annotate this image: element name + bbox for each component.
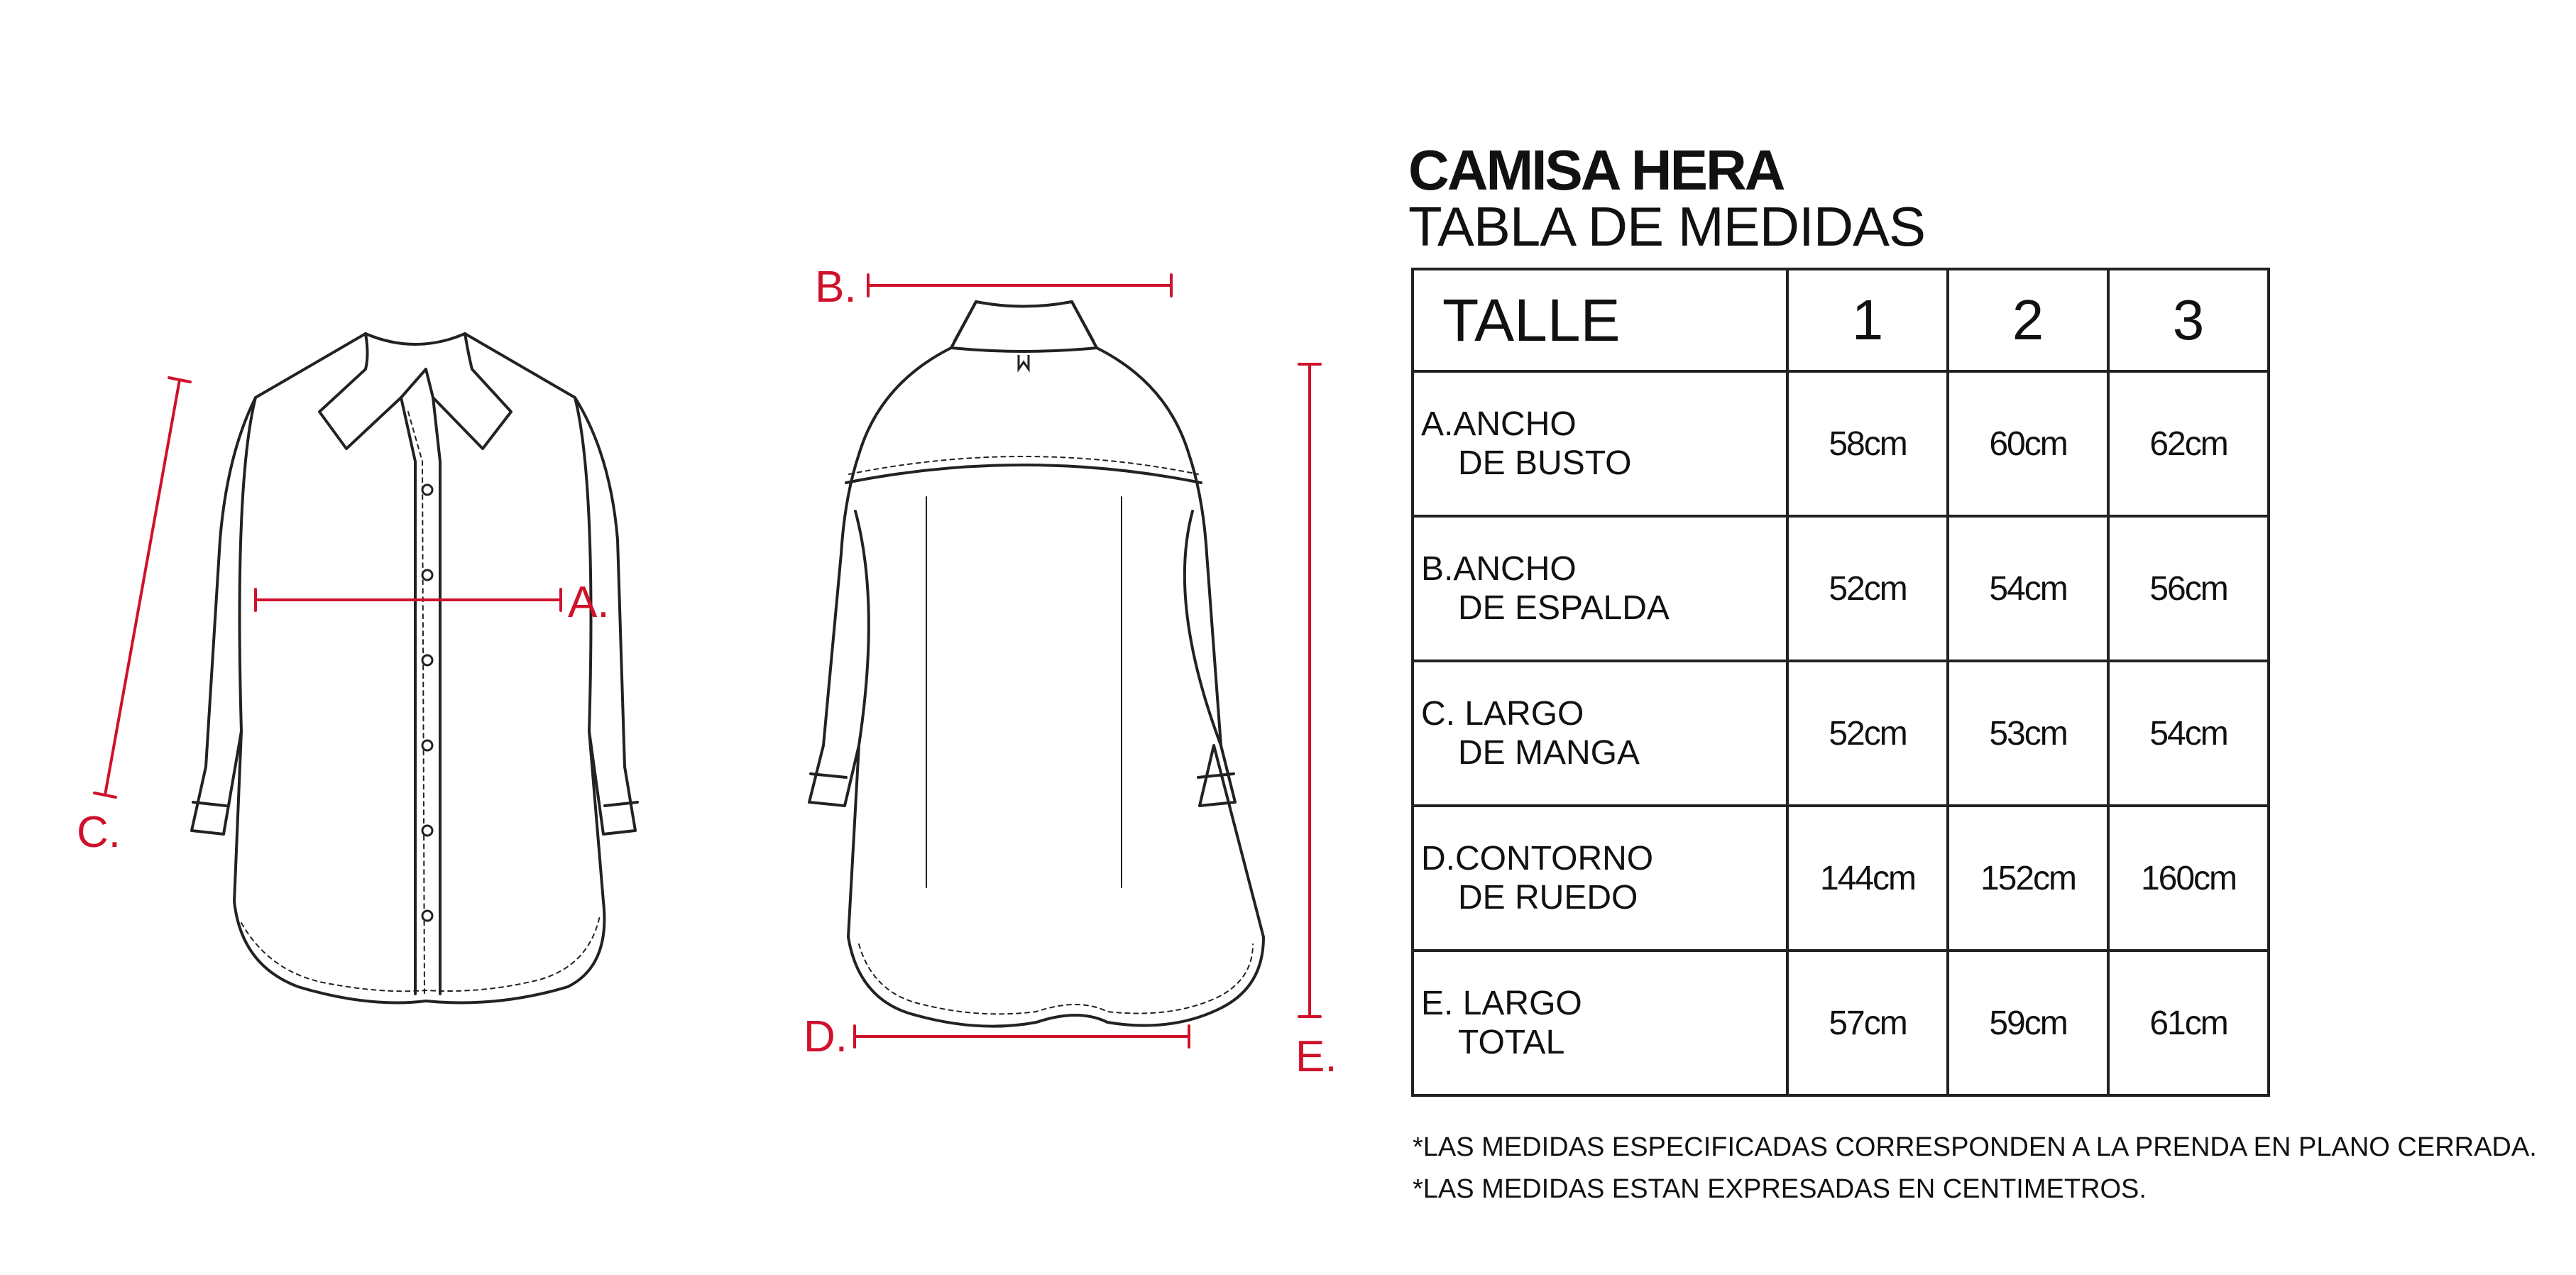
table-cell: 60cm: [1948, 371, 2108, 516]
row-label: [1413, 371, 1787, 516]
table-row: [1413, 516, 2269, 661]
table-cell: 52cm: [1787, 661, 1948, 806]
page-subtitle: TABLA DE MEDIDAS: [1408, 195, 1926, 258]
header-size-label: TALLE: [1413, 269, 1787, 371]
note-centimeters: *LAS MEDIDAS ESTAN EXPRESADAS EN CENTIMETROS.: [1413, 1174, 2147, 1204]
shirt-back-drawing: [809, 302, 1264, 1027]
table-row: [1413, 806, 2269, 951]
table-cell: 59cm: [1948, 951, 2108, 1095]
table-cell: 52cm: [1787, 516, 1948, 661]
row-label-line2: TOTAL: [1458, 1024, 1565, 1061]
row-label-line1: D.CONTORNO: [1421, 839, 1654, 877]
dimension-line-b: [868, 275, 1171, 296]
table-row: [1413, 371, 2269, 516]
shirt-back-label: [1019, 355, 1029, 369]
dimension-label-a: A.: [568, 578, 610, 627]
table-cell: 56cm: [2108, 516, 2269, 661]
table-cell: 144cm: [1787, 806, 1948, 951]
dimension-label-d: D.: [804, 1012, 848, 1061]
row-label: [1413, 951, 1787, 1095]
dimension-line-a: [256, 589, 561, 611]
row-label-line2: DE BUSTO: [1458, 444, 1632, 482]
row-label-line1: A.ANCHO: [1421, 405, 1577, 443]
dimension-line-c: [94, 378, 190, 797]
row-label: [1413, 806, 1787, 951]
dimension-label-e: E.: [1295, 1032, 1337, 1081]
table-header-row: [1413, 269, 2269, 371]
row-label-line1: B.ANCHO: [1421, 549, 1577, 588]
row-label-line1: C. LARGO: [1421, 694, 1584, 733]
row-label: [1413, 661, 1787, 806]
dimension-label-b: B.: [815, 263, 857, 312]
table-row: [1413, 661, 2269, 806]
table-cell: 57cm: [1787, 951, 1948, 1095]
note-closed-flat: *LAS MEDIDAS ESPECIFICADAS CORRESPONDEN A LA PRENDA EN PLANO CERRADA.: [1413, 1132, 2537, 1162]
table-cell: 160cm: [2108, 806, 2269, 951]
table-row: [1413, 951, 2269, 1095]
table-cell: 61cm: [2108, 951, 2269, 1095]
header-size-2: 2: [1948, 269, 2108, 371]
table-cell: 152cm: [1948, 806, 2108, 951]
row-label-line2: DE MANGA: [1458, 734, 1640, 772]
table-cell: 58cm: [1787, 371, 1948, 516]
page-title: CAMISA HERA: [1408, 138, 1784, 202]
shirt-front-drawing: [192, 334, 637, 1003]
table-cell: 53cm: [1948, 661, 2108, 806]
dimension-lines: [94, 275, 1320, 1047]
table-cell: 62cm: [2108, 371, 2269, 516]
dimension-line-e: [1299, 364, 1320, 1017]
row-label-line1: E. LARGO: [1421, 984, 1582, 1022]
row-label: [1413, 516, 1787, 661]
table-cell: 54cm: [2108, 661, 2269, 806]
dimension-label-c: C.: [77, 808, 121, 857]
row-label-line2: DE ESPALDA: [1458, 589, 1670, 627]
size-chart-table: [1411, 268, 2270, 1097]
dimension-line-d: [855, 1026, 1189, 1047]
table-cell: 54cm: [1948, 516, 2108, 661]
header-size-3: 3: [2108, 269, 2269, 371]
row-label-line2: DE RUEDO: [1458, 879, 1638, 916]
header-size-1: 1: [1787, 269, 1948, 371]
